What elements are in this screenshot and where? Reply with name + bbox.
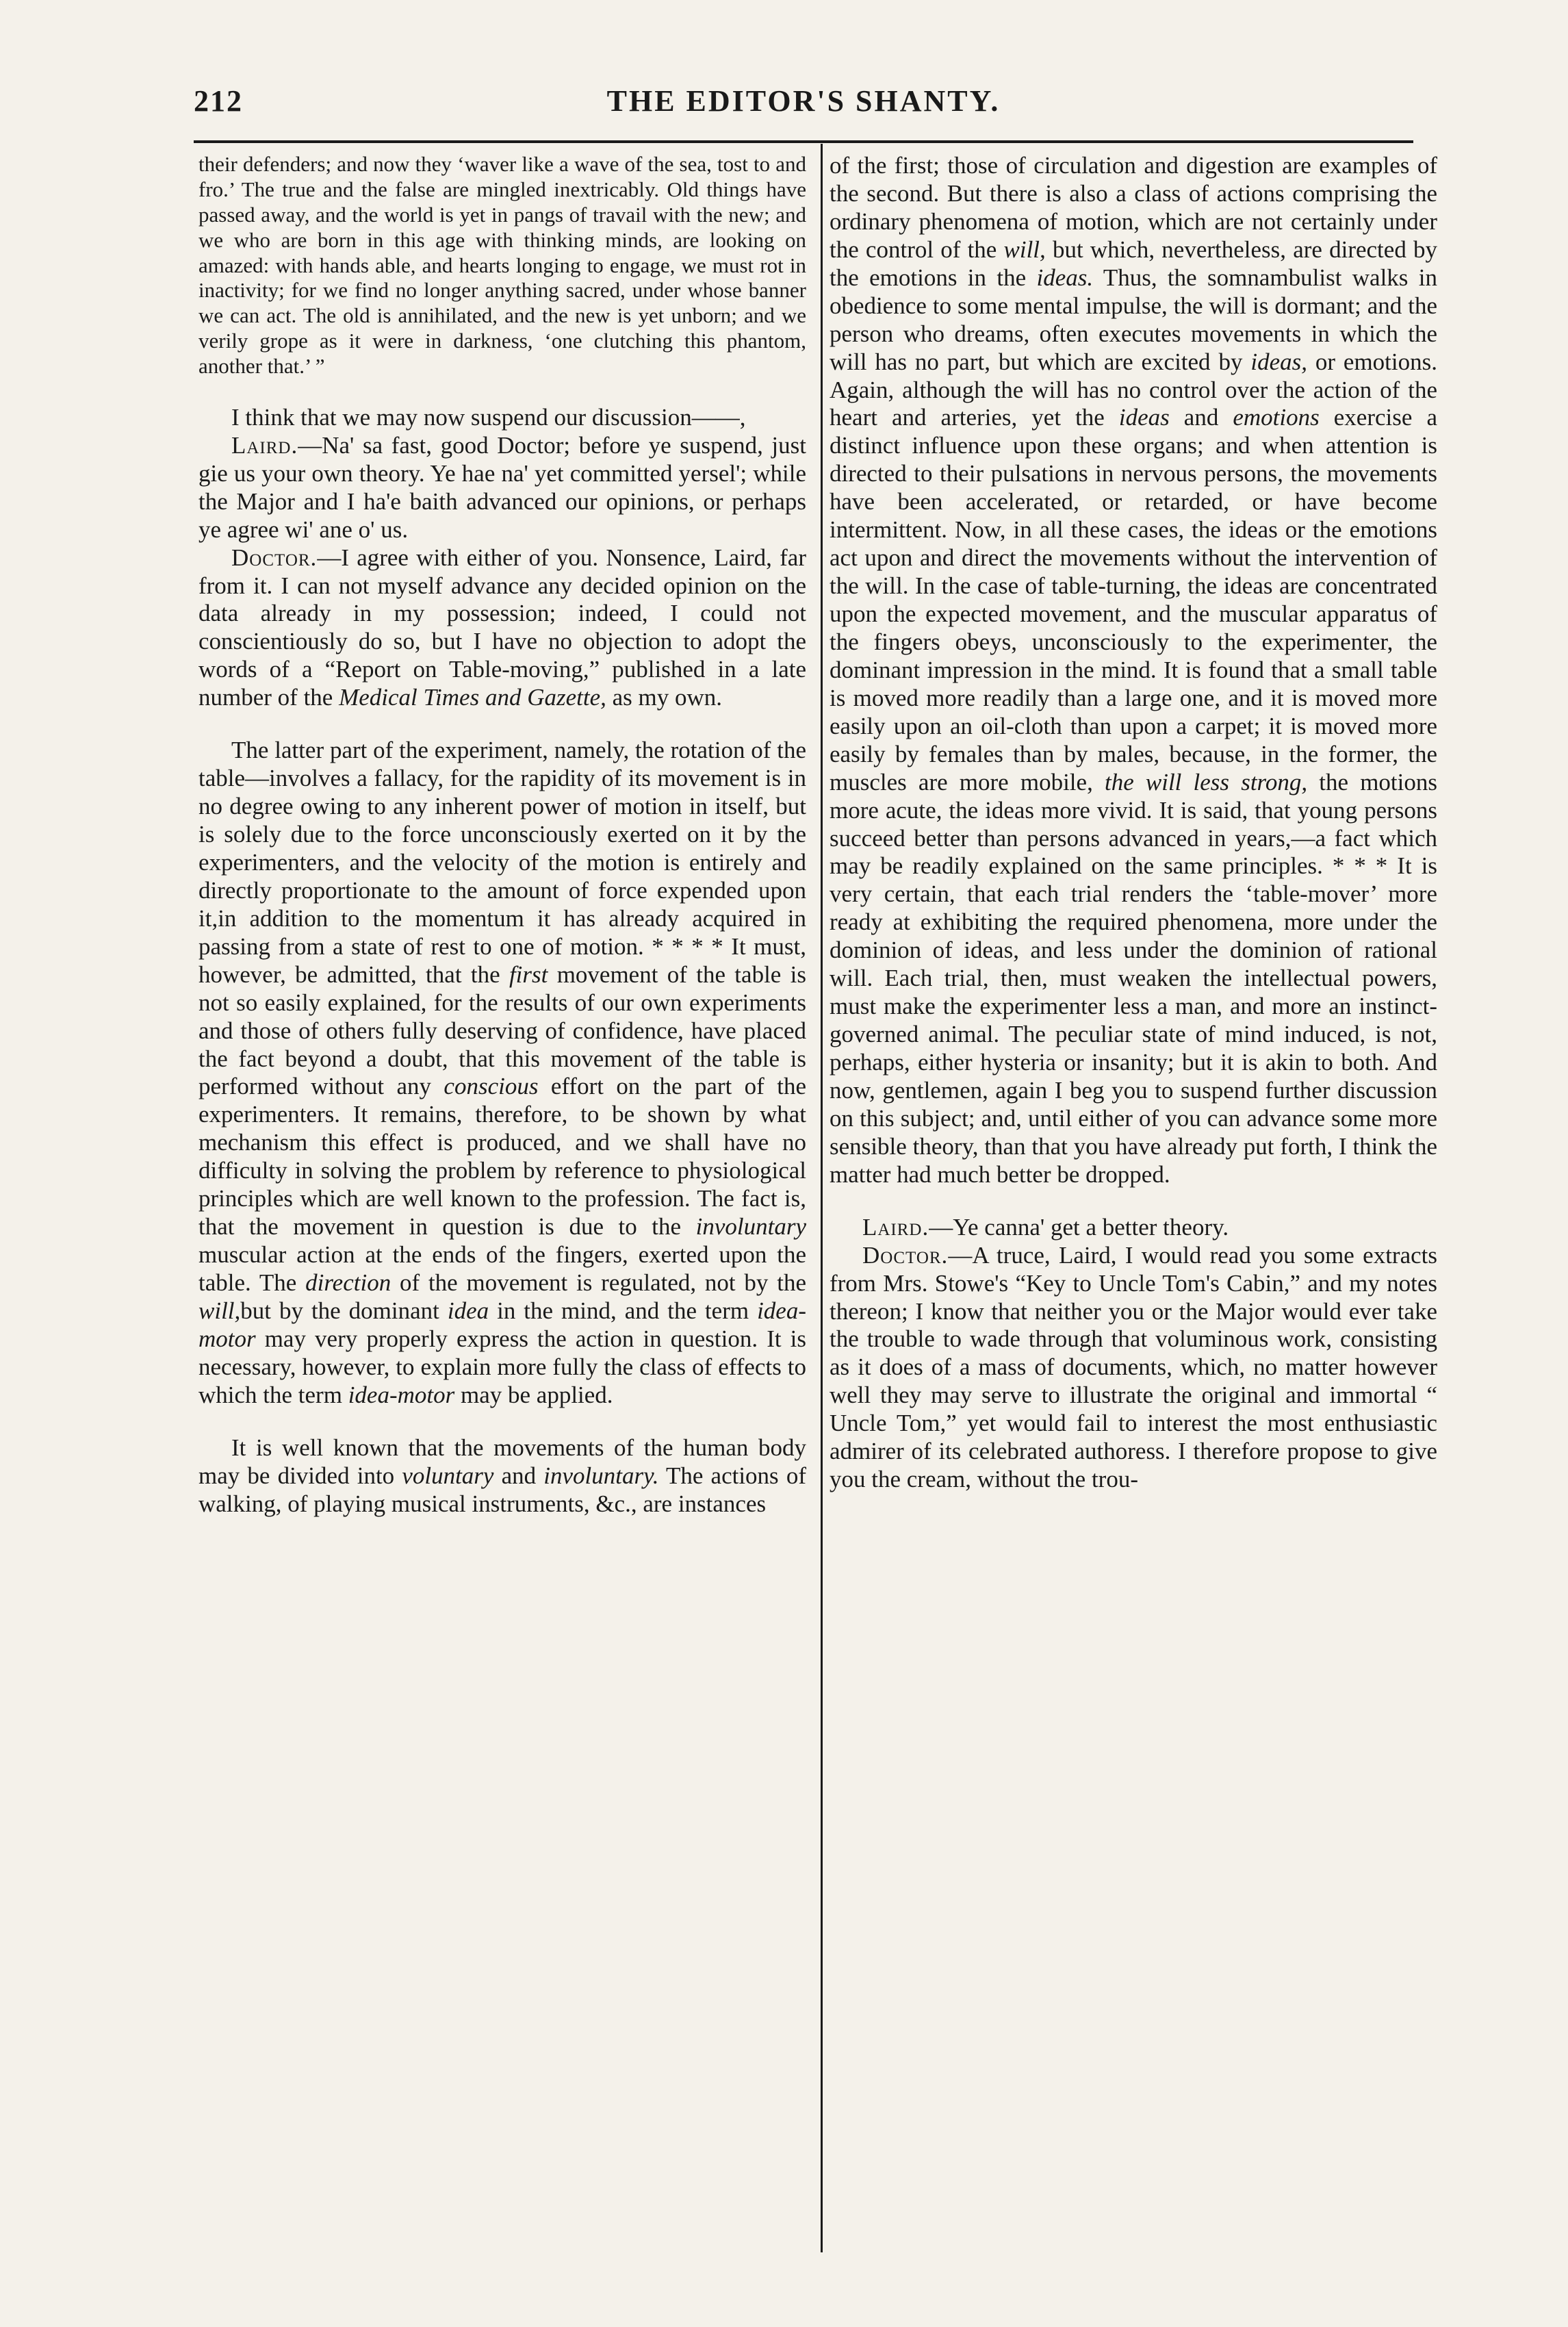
text-run: It is well known that the movements of the human body may be divided into bbox=[198, 1434, 806, 1489]
text-run: and bbox=[493, 1462, 544, 1489]
speaker-name: Laird. bbox=[862, 1213, 929, 1241]
text-run: but by the dominant bbox=[240, 1297, 448, 1324]
dialogue-text: —Ye canna' get a better theory. bbox=[929, 1213, 1229, 1241]
paragraph-continued bbox=[830, 152, 1437, 1189]
paragraph: I think that we may now suspend our discussion——, bbox=[231, 403, 746, 431]
speaker-name: Doctor. bbox=[862, 1241, 949, 1269]
dialogue-text: —Na' sa fast, good Doctor; before ye suspend, just gie us your own theory. Ye hae na' yet committed yersel'; while the Major and I ha'e baith advanced our opinions, or perhaps ye agree wi' ane o' us. bbox=[198, 431, 806, 543]
page-number: 212 bbox=[194, 84, 243, 118]
text-run: Thus, the somnambulist walks in obedience to some mental impulse, the will is dormant; and the person who dreams, often executes movements in which the will has no part, but which are excited by bbox=[830, 264, 1437, 375]
italic-text: voluntary bbox=[402, 1462, 494, 1489]
text-run: in the mind, and the term bbox=[489, 1297, 758, 1324]
text-run: movement of the table is not so easily explained, for the results of our own experiments and those of others fully deserving of confidence, have placed the fact beyond a doubt, that this movement of the table is performed without any bbox=[198, 961, 806, 1100]
running-title: THE EDITOR'S SHANTY. bbox=[606, 84, 1001, 118]
italic-text: ideas, bbox=[1250, 348, 1307, 375]
italic-text: involuntary. bbox=[543, 1462, 659, 1489]
dialogue-doctor bbox=[198, 544, 806, 713]
italic-text: conscious bbox=[444, 1073, 539, 1100]
speaker-name: Laird. bbox=[231, 431, 298, 459]
text-run: muscular action at the ends of the fingers, exerted upon the table. The bbox=[198, 1241, 806, 1296]
page-header bbox=[194, 84, 1413, 131]
dialogue-text: —I agree with either of you. Nonsence, Laird, far from it. I can not myself advance any decided opinion on the data already in my possession; indeed, I could not conscientiously do so, but I have no objection to adopt the words of a “Report on Table-moving,” published in a late number of the bbox=[198, 544, 806, 711]
dialogue-text: —A truce, Laird, I would read you some extracts from Mrs. Stowe's “Key to Uncle Tom's Cabin,” and my notes thereon; I know that neither you or the Major would ever take the trouble to wade through that voluminous work, consisting as it does of a mass of documents, which, no matter however well they may serve to illustrate the original and immortal “ Uncle Tom,” yet would fail to interest the most enthusiastic admirer of its celebrated authoress. I therefore propose to give you the cream, without the trou- bbox=[830, 1241, 1437, 1493]
column-divider bbox=[821, 144, 823, 2252]
italic-text: idea-motor bbox=[348, 1381, 455, 1408]
text-run: effort on the part of the experimenters. It remains, therefore, to be shown by what mechanism this effect is produced, and we shall have no difficulty in solving the problem by reference to physiological principles which are well known to the profession. The fact is, that the movement in question is due to the bbox=[198, 1073, 806, 1241]
right-column bbox=[830, 152, 1437, 1494]
text-run: the motions more acute, the ideas more vivid. It is said, that young persons succeed better than persons advanced in years,—a fact which may be readily explained on the same principles. * * * It is very certain, that each trial renders the ‘table-mover’ more ready at exhibiting the required phenomena, more under the dominion of ideas, and less under the dominion of rational will. Each trial, then, must weaken the intellectual powers, must make the experimenter less a man, and more an instinct-governed animal. The peculiar state of mind induced, is not, perhaps, either hysteria or insanity; but it is akin to both. And now, gentlemen, again I beg you to suspend further discussion on this subject; and, until either of you can advance some more sensible theory, than that you have already put forth, I think the matter had much better be dropped. bbox=[830, 768, 1437, 1188]
dialogue-doctor bbox=[830, 1242, 1437, 1494]
italic-text: direction bbox=[305, 1269, 391, 1296]
italic-text: idea bbox=[447, 1297, 489, 1324]
italic-text: the will less strong, bbox=[1104, 768, 1308, 796]
italic-text: ideas. bbox=[1036, 264, 1094, 291]
italic-text: first bbox=[509, 961, 548, 988]
italic-text: ideas bbox=[1118, 404, 1170, 431]
report-quotation bbox=[198, 737, 806, 1410]
paragraph bbox=[198, 1434, 806, 1518]
italic-text: Medical Times and Gazette, bbox=[339, 684, 606, 711]
text-run: but which, nevertheless, are directed by the emotions in the bbox=[830, 236, 1437, 291]
italic-text: will, bbox=[1003, 236, 1046, 263]
italic-text: idea-motor bbox=[198, 1297, 806, 1352]
text-run: and bbox=[1169, 404, 1233, 431]
text-run: of the first; those of circulation and digestion are examples of the second. But there is also a class of actions comprising the ordinary phenomena of motion, which are not certainly under the control of the bbox=[830, 152, 1437, 263]
italic-text: emotions bbox=[1233, 404, 1320, 431]
italic-text: involuntary bbox=[695, 1213, 806, 1241]
dialogue-laird bbox=[830, 1214, 1437, 1242]
text-run: exercise a distinct influence upon these organs; and when attention is directed to their pulsations in nervous persons, the movements have been accelerated, or retarded, or have become intermittent. Now, in all these cases, the ideas or the emotions act upon and direct the movements without the intervention of the will. In the case of table-turning, the ideas are concentrated upon the expected movement, and the muscular apparatus of the fingers obeys, unconsciously to the experimenter, the dominant impression in the mind. It is found that a small table is moved more readily than a large one, and it is moved more easily upon an oil-cloth than upon a carpet; it is moved more easily by females than by males, because, in the former, the muscles are more mobile, bbox=[830, 404, 1437, 796]
dialogue-text: as my own. bbox=[606, 684, 723, 711]
text-run: The actions of walking, of playing musical instruments, &c., are instances bbox=[198, 1462, 806, 1517]
italic-text: will, bbox=[198, 1297, 241, 1324]
text-run: of the movement is regulated, not by the bbox=[391, 1269, 806, 1296]
dialogue-laird bbox=[198, 432, 806, 544]
header-rule bbox=[194, 140, 1413, 143]
text-run: may be applied. bbox=[454, 1381, 613, 1408]
text-run: The latter part of the experiment, namely, the rotation of the table—involves a fallacy, for the rapidity of its movement is in no degree owing to any inherent power of motion in itself, but is solely due to the force unconsciously exerted on it by the experimenters, and the velocity of the motion is entirely and directly proportionate to the amount of force expended upon it,in addition to the momentum it has already acquired in passing from a state of rest to one of motion. * * * * It must, however, be admitted, that the bbox=[198, 737, 806, 988]
speaker-name: Doctor. bbox=[231, 544, 318, 571]
text-run: may very properly express the action in question. It is necessary, however, to explain more fully the class of effects to which the term bbox=[198, 1325, 806, 1408]
text-run: or emotions. Again, although the will has no control over the action of the heart and arteries, yet the bbox=[830, 348, 1438, 431]
left-column bbox=[198, 152, 806, 1518]
quoted-passage-end: their defenders; and now they ‘waver like a wave of the sea, tost to and fro.’ The true and the false are mingled inextricably. Old things have passed away, and the world is yet in pangs of travail with the new; and we who are born in this age with thinking minds, are looking on amazed: with hands able, and hearts longing to engage, we must rot in inactivity; for we find no longer anything sacred, under whose banner we can act. The old is annihilated, and the new is yet unborn; and we verily grope as it were in darkness, ‘one clutching this phantom, another that.’ ” bbox=[198, 152, 806, 378]
